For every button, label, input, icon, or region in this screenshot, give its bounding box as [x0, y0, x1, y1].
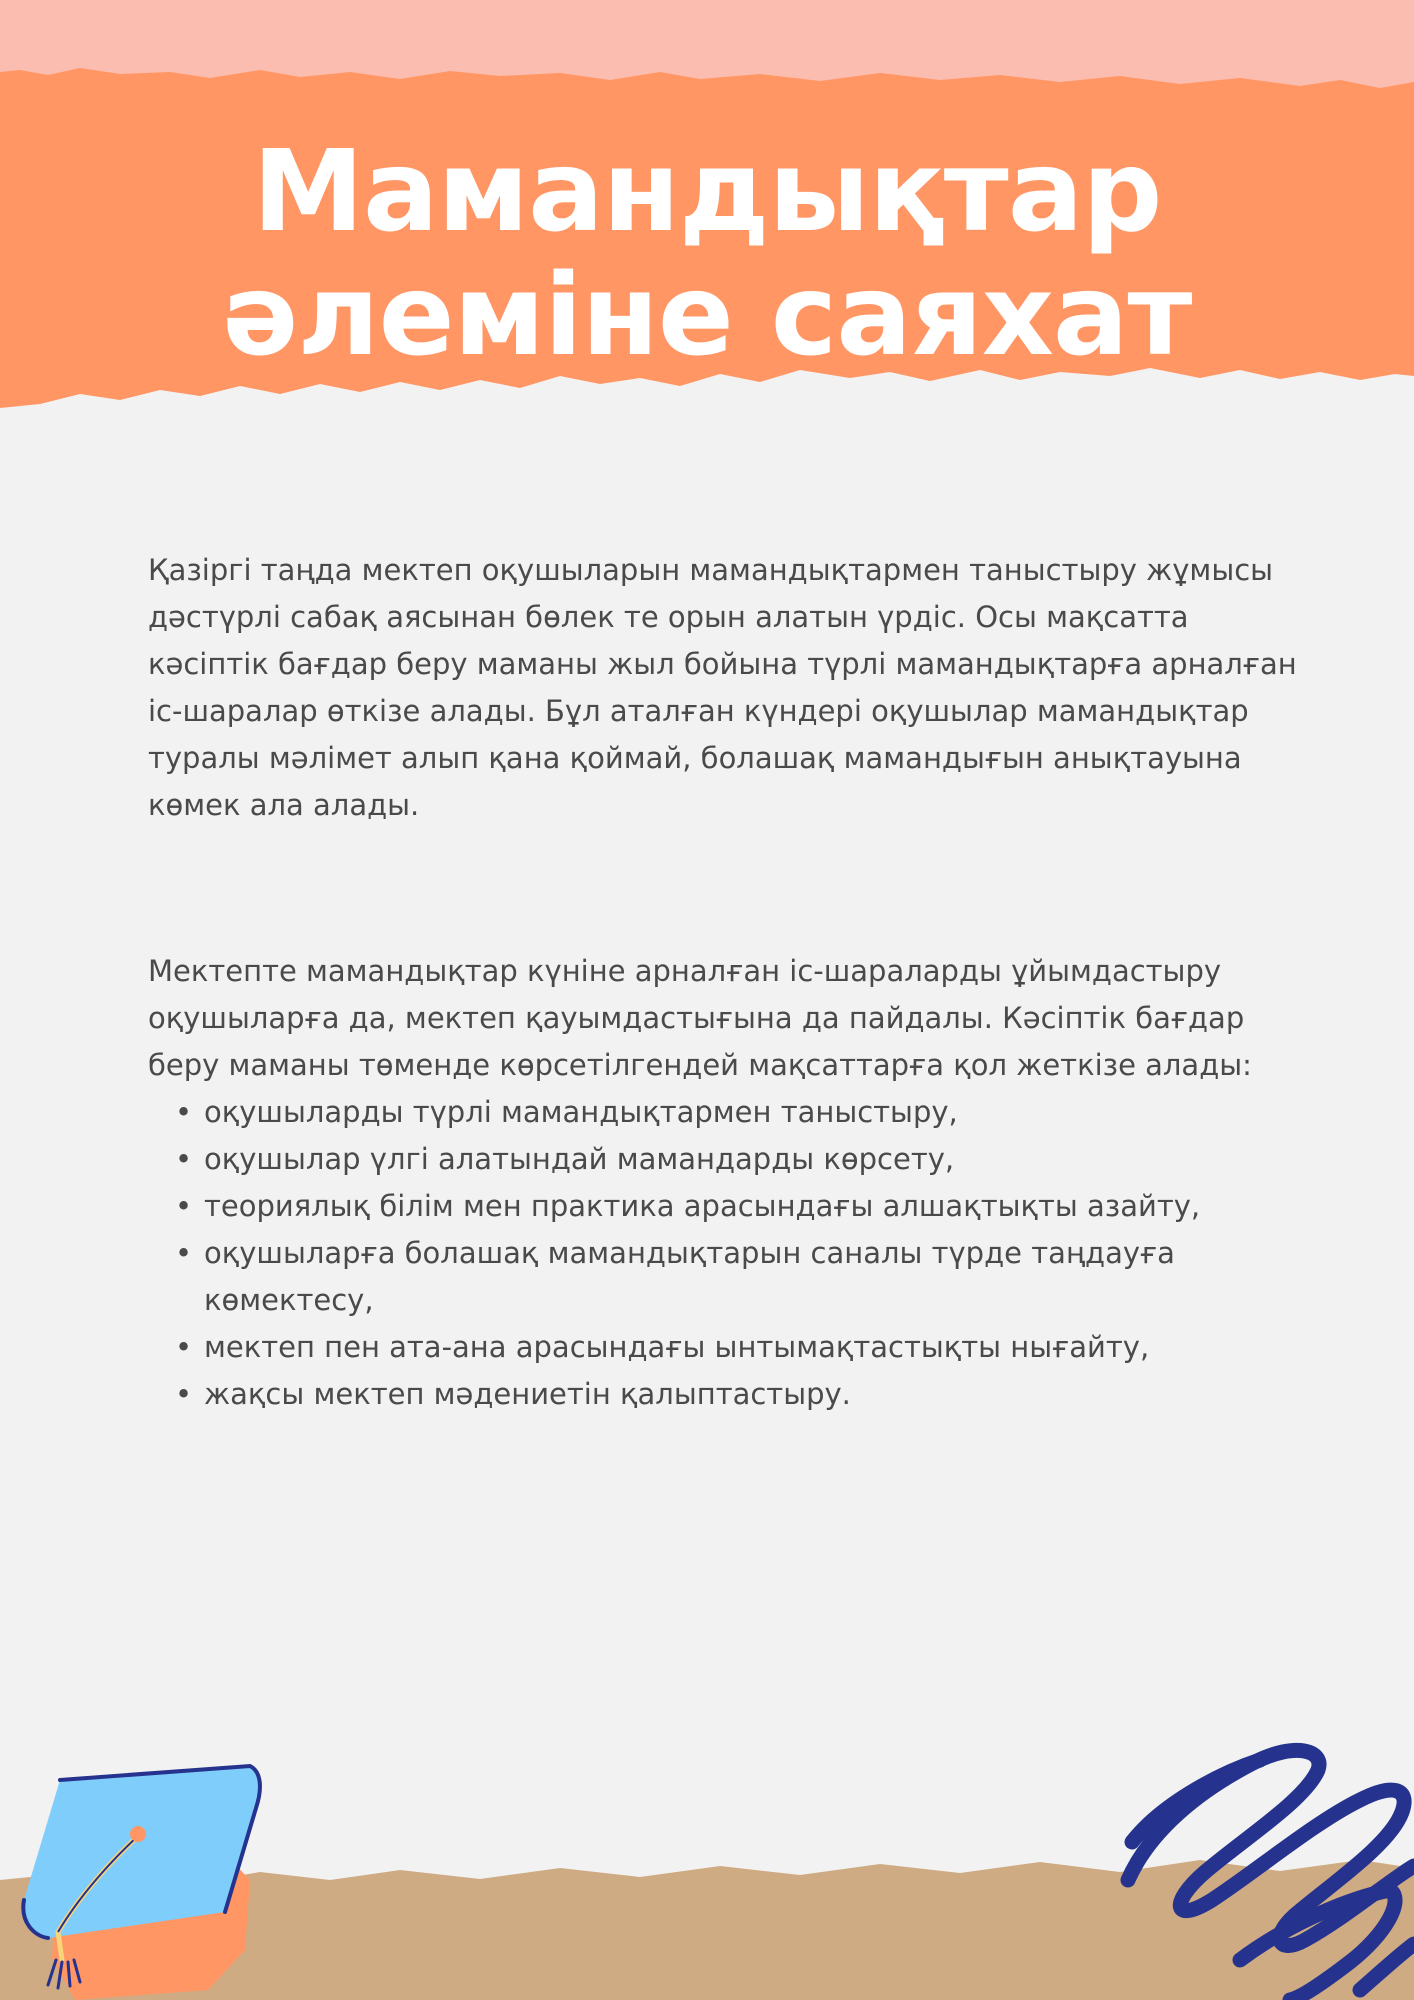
- page-title: [0, 127, 1414, 381]
- list-item: • оқушыларды түрлі мамандықтармен таныстыру,: [204, 1089, 1308, 1136]
- list-item: • мектеп пен ата-ана арасындағы ынтымақтастықты нығайту,: [204, 1324, 1308, 1371]
- list-item: • теориялық білім мен практика арасындағы алшақтықты азайту,: [204, 1183, 1308, 1230]
- list-item: • оқушылар үлгі алатындай мамандарды көрсету,: [204, 1136, 1308, 1183]
- goals-list: [148, 1089, 1308, 1418]
- intro-paragraph: Қазіргі таңда мектеп оқушыларын мамандықтармен таныстыру жұмысы дәстүрлі сабақ аясынан бөлек те орын алатын үрдіс. Осы мақсатта кәсіптік бағдар беру маманы жыл бойына түрлі мамандықтарға арналған іс-шаралар өткізе алады. Бұл аталған күндері оқушылар мамандықтар туралы мәлімет алып қана қоймай, болашақ мамандығын анықтауына көмек ала алады.: [148, 553, 1297, 822]
- page-title-line-2: әлеміне саяхат: [222, 251, 1192, 381]
- page-title-line-1: Мамандықтар: [252, 127, 1162, 257]
- goals-intro-paragraph: Мектепте мамандықтар күніне арналған іс-шараларды ұйымдастыру оқушыларға да, мектеп қауымдастығына да пайдалы. Кәсіптік бағдар беру маманы төменде көрсетілгендей мақсаттарға қол жеткізе алады:: [148, 954, 1252, 1082]
- list-item: • жақсы мектеп мәдениетін қалыптастыру.: [204, 1371, 1308, 1418]
- list-item: • оқушыларға болашақ мамандықтарын саналы түрде таңдауға көмектесу,: [204, 1230, 1308, 1324]
- graduation-cap-icon: [23, 1766, 260, 2000]
- article-body: [148, 547, 1308, 1418]
